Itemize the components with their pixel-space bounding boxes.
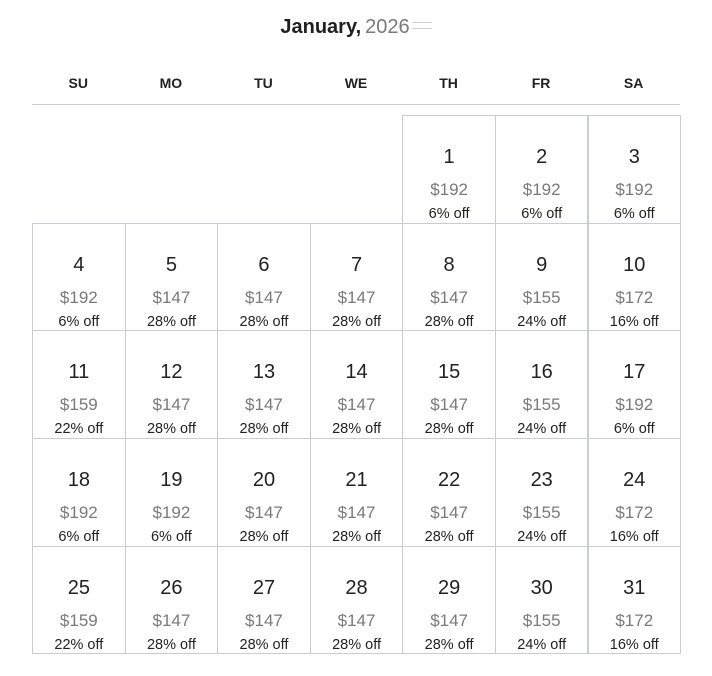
day-cell[interactable] (217, 223, 311, 332)
day-discount: 28% off (239, 529, 289, 546)
day-price: $147 (245, 503, 283, 523)
day-discount: 28% off (239, 636, 289, 653)
day-discount: 28% off (239, 313, 289, 330)
day-number: 15 (437, 361, 461, 384)
day-price: $155 (522, 287, 561, 307)
day-discount: 28% off (332, 313, 381, 330)
day-discount: 28% off (424, 421, 474, 438)
calendar-header (0, 14, 712, 40)
day-number: 31 (623, 576, 646, 599)
day-discount: 28% off (424, 529, 474, 546)
day-discount: 16% off (609, 636, 659, 653)
day-number: 25 (67, 576, 90, 599)
day-cell[interactable] (32, 223, 126, 332)
day-number: 22 (437, 469, 461, 492)
day-cell[interactable] (587, 546, 681, 655)
day-cell[interactable] (125, 223, 219, 332)
day-price: $147 (152, 395, 191, 415)
day-price: $147 (430, 395, 469, 415)
day-discount: 28% off (239, 421, 289, 438)
day-discount: 28% off (332, 421, 381, 438)
day-price: $172 (615, 610, 654, 630)
day-price: $192 (59, 287, 98, 307)
day-price: $192 (59, 503, 98, 523)
weekday-tu: TU (254, 75, 273, 91)
day-cell[interactable] (495, 546, 589, 655)
day-discount: 22% off (54, 636, 104, 653)
day-discount: 6% off (613, 421, 655, 438)
day-price: $155 (522, 395, 561, 415)
day-number: 23 (530, 469, 553, 492)
month-label: January, (280, 16, 362, 38)
day-discount: 28% off (332, 636, 381, 653)
day-cell[interactable] (310, 546, 404, 655)
day-number: 16 (530, 361, 553, 384)
day-discount: 6% off (521, 206, 563, 222)
day-cell[interactable] (402, 438, 496, 547)
day-number: 17 (623, 361, 646, 384)
day-discount: 28% off (146, 636, 196, 653)
weekday-th: TH (439, 75, 458, 91)
day-number: 14 (345, 361, 368, 384)
day-number: 28 (345, 576, 368, 599)
day-number: 18 (67, 469, 90, 492)
weekday-we: WE (344, 75, 368, 91)
day-price: $192 (430, 180, 469, 199)
day-cell[interactable] (125, 438, 219, 547)
day-number: 12 (160, 361, 183, 384)
day-price: $192 (615, 180, 654, 199)
day-discount: 24% off (517, 421, 567, 438)
day-price: $147 (337, 395, 376, 415)
day-price: $155 (522, 503, 561, 523)
day-number: 4 (73, 253, 85, 276)
day-discount: 6% off (428, 206, 470, 222)
day-price: $147 (430, 503, 469, 523)
day-discount: 28% off (146, 421, 196, 438)
day-price: $155 (522, 610, 561, 630)
day-price: $192 (522, 180, 561, 199)
day-discount: 6% off (150, 529, 192, 546)
day-discount: 28% off (424, 636, 474, 653)
day-discount: 28% off (332, 529, 381, 546)
day-number: 5 (165, 253, 177, 276)
day-price: $192 (152, 503, 191, 523)
day-cell[interactable] (32, 438, 126, 547)
day-cell[interactable] (125, 546, 219, 655)
day-number: 2 (536, 146, 548, 168)
menu-icon[interactable] (412, 20, 432, 32)
day-discount: 16% off (609, 313, 659, 330)
day-cell[interactable] (587, 438, 681, 547)
day-discount: 24% off (517, 636, 567, 653)
day-number: 10 (623, 253, 646, 276)
day-cell[interactable] (587, 223, 681, 332)
day-number: 24 (623, 469, 646, 492)
day-cell[interactable] (402, 223, 496, 332)
day-number: 29 (437, 576, 461, 599)
day-cell[interactable] (32, 546, 126, 655)
day-cell[interactable] (310, 330, 404, 439)
day-price: $147 (245, 287, 283, 307)
day-price: $192 (615, 395, 654, 415)
day-number: 11 (68, 361, 90, 384)
day-price: $147 (337, 503, 376, 523)
day-price: $159 (59, 395, 98, 415)
day-discount: 24% off (517, 313, 567, 330)
day-cell[interactable] (32, 330, 126, 439)
day-cell[interactable] (402, 115, 496, 224)
day-number: 8 (443, 253, 455, 276)
weekday-fr: FR (531, 75, 551, 91)
day-cell[interactable] (310, 223, 404, 332)
day-cell[interactable] (587, 115, 681, 224)
weekday-header-row (32, 72, 680, 105)
day-cell[interactable] (217, 438, 311, 547)
day-price: $147 (152, 287, 191, 307)
day-number: 21 (345, 469, 368, 492)
day-price: $147 (337, 287, 376, 307)
day-number: 9 (536, 253, 548, 276)
day-cell[interactable] (310, 438, 404, 547)
calendar-grid (32, 115, 681, 654)
day-price: $147 (430, 610, 469, 630)
weekday-mo: MO (159, 75, 183, 91)
day-cell[interactable] (217, 330, 311, 439)
day-discount: 6% off (58, 529, 100, 546)
day-cell[interactable] (495, 115, 589, 224)
day-discount: 24% off (517, 529, 567, 546)
day-price: $159 (59, 610, 98, 630)
day-cell[interactable] (125, 330, 219, 439)
day-discount: 28% off (424, 313, 474, 330)
day-cell[interactable] (402, 330, 496, 439)
day-price: $147 (337, 610, 376, 630)
day-cell[interactable] (587, 330, 681, 439)
day-discount: 28% off (146, 313, 196, 330)
day-discount: 6% off (58, 313, 100, 330)
day-price: $172 (615, 503, 654, 523)
day-price: $147 (245, 610, 283, 630)
day-number: 27 (252, 576, 276, 599)
day-price: $147 (245, 395, 283, 415)
year-label: 2026 (365, 16, 410, 38)
day-discount: 6% off (613, 206, 655, 222)
day-number: 6 (258, 253, 270, 276)
day-number: 26 (160, 576, 183, 599)
day-cell[interactable] (217, 546, 311, 655)
day-number: 1 (443, 146, 455, 168)
weekday-su: SU (68, 75, 88, 91)
day-number: 19 (160, 469, 183, 492)
day-discount: 16% off (609, 529, 659, 546)
day-number: 3 (628, 146, 640, 168)
day-cell[interactable] (495, 438, 589, 547)
day-number: 20 (252, 469, 276, 492)
day-price: $147 (152, 610, 191, 630)
day-number: 13 (252, 361, 276, 384)
day-cell[interactable] (495, 330, 589, 439)
day-cell[interactable] (495, 223, 589, 332)
day-cell[interactable] (402, 546, 496, 655)
day-number: 7 (350, 253, 363, 276)
day-price: $147 (430, 287, 469, 307)
day-number: 30 (530, 576, 553, 599)
day-discount: 22% off (54, 421, 104, 438)
weekday-sa: SA (623, 75, 644, 91)
day-price: $172 (615, 287, 654, 307)
